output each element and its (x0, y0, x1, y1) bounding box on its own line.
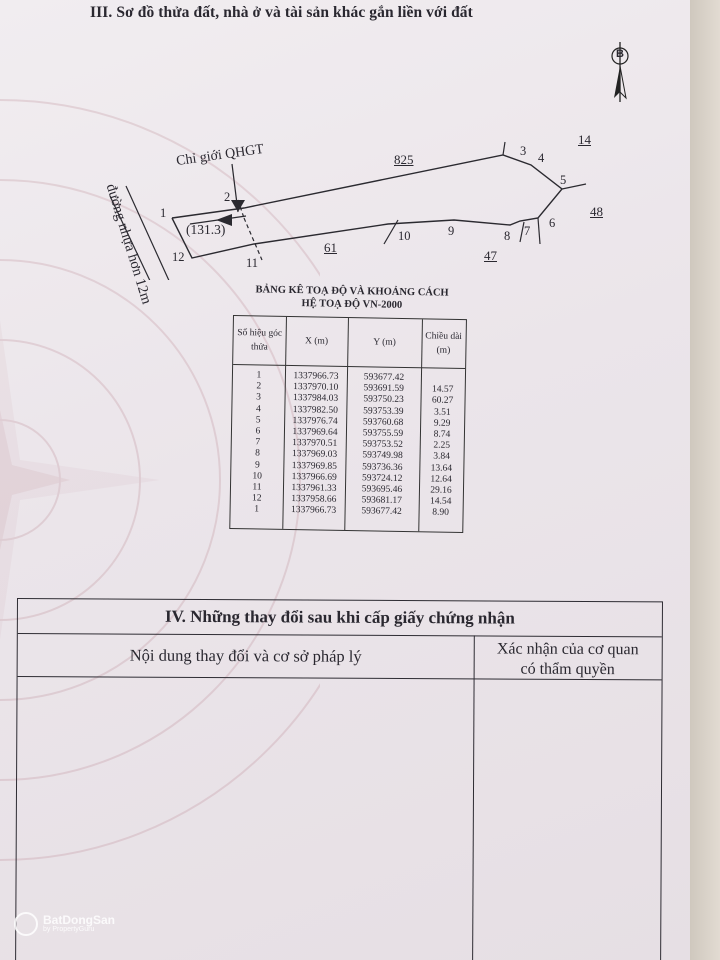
col-y (344, 372, 421, 519)
table-cell-length: 8.74 (433, 429, 451, 440)
confirmation-header-line2: có thẩm quyền (520, 660, 615, 679)
table-row-id: 4 (255, 403, 261, 415)
table-cell-y: 593681.17 (361, 495, 403, 507)
table-row-id: 12 (251, 493, 262, 504)
table-cell-length: 13.64 (430, 462, 453, 474)
table-cell-x: 1337966.69 (291, 471, 337, 483)
vertex-2: 2 (224, 190, 231, 204)
coord-table-title-line1: BẢNG KÊ TOẠ ĐỘ VÀ KHOẢNG CÁCH (255, 284, 449, 299)
vertex-4: 4 (538, 151, 545, 165)
table-cell-y: 593760.68 (362, 417, 404, 428)
table-cell-x: 1337982.50 (292, 404, 339, 416)
table-row-id: 9 (254, 459, 260, 470)
vertex-3: 3 (520, 144, 527, 158)
table-cell-x: 1337969.85 (291, 460, 338, 472)
section-4-title: IV. Những thay đổi sau khi cấp giấy chứng nhận (18, 599, 662, 637)
table-cell-length: 9.29 (433, 418, 451, 429)
table-surface-edge (690, 0, 720, 960)
table-cell-x: 1337970.51 (292, 438, 338, 449)
boundary-label: Chỉ giới QHGT (175, 141, 265, 170)
table-row-id: 3 (256, 392, 262, 403)
table-cell-length: 60.27 (431, 395, 454, 407)
table-cell-y: 593750.23 (363, 394, 404, 406)
neighbor-825: 825 (394, 152, 414, 167)
table-cell-length: 2.25 (433, 440, 451, 451)
neighbor-47: 47 (484, 248, 497, 263)
table-cell-y: 593749.98 (362, 450, 403, 462)
table-cell-x: 1337970.10 (293, 382, 339, 394)
road-label: đường nhựa hơn 12m (102, 182, 155, 307)
table-cell-length: 14.57 (431, 384, 454, 396)
confirmation-header-line1: Xác nhận của cơ quan (496, 640, 639, 659)
table-cell-length: 29.16 (430, 485, 452, 496)
header-x: X (m) (285, 317, 348, 367)
table-row-id: 5 (255, 415, 261, 426)
vertex-10: 10 (398, 229, 411, 243)
north-letter: B (616, 48, 624, 60)
coord-table-title-line2: HỆ TOẠ ĐỘ VN-2000 (301, 298, 403, 311)
table-cell-y: 593677.42 (361, 506, 402, 518)
table-cell-y: 593753.52 (362, 439, 404, 451)
table-cell-length: 3.84 (433, 451, 450, 463)
changes-column-header: Nội dung thay đổi và cơ sở pháp lý (129, 645, 362, 666)
table-cell-y: 593691.59 (363, 383, 405, 395)
vertex-12: 12 (172, 250, 185, 264)
table-row-id: 2 (256, 381, 262, 392)
table-row-id: 11 (252, 482, 262, 493)
vertex-5: 5 (560, 173, 567, 187)
watermark-logo (14, 912, 115, 936)
logo-name: BatDongSan (43, 913, 115, 927)
table-row-id: 8 (255, 448, 261, 459)
header-length: Chiều dài (m) (421, 319, 466, 369)
table-row-id: 10 (252, 471, 263, 482)
header-y: Y (m) (347, 318, 422, 368)
table-cell-x: 1337984.03 (292, 393, 339, 405)
neighbor-48: 48 (590, 204, 603, 219)
col-ids (231, 370, 286, 516)
table-cell-y: 593753.39 (363, 405, 404, 417)
section-4-box (15, 598, 663, 960)
logo-icon (14, 912, 38, 936)
confirmation-column-header (474, 639, 662, 680)
table-cell-length: 3.51 (433, 407, 451, 418)
neighbor-14: 14 (578, 132, 591, 147)
table-cell-y: 593736.36 (362, 461, 403, 473)
coordinate-table (229, 315, 467, 533)
table-cell-x: 1337966.73 (290, 505, 337, 517)
table-cell-x: 1337966.73 (293, 371, 339, 382)
table-cell-x: 1337961.33 (291, 482, 337, 494)
vertex-1: 1 (160, 206, 167, 220)
table-cell-y: 593695.46 (361, 484, 403, 495)
vertex-7: 7 (524, 224, 531, 238)
table-cell-y: 593755.59 (362, 428, 404, 439)
table-cell-length: 14.54 (429, 496, 452, 507)
table-row-id: 1 (254, 504, 260, 515)
column-divider (472, 635, 475, 960)
vertex-6: 6 (549, 216, 556, 230)
header-id: Số hiệu góc thửa (233, 316, 286, 366)
table-cell-x: 1337969.03 (291, 449, 338, 461)
table-cell-x: 1337976.74 (292, 415, 338, 427)
logo-sub: by PropertyGuru (43, 926, 95, 933)
vertex-9: 9 (448, 224, 455, 238)
table-cell-x: 1337958.66 (291, 494, 337, 505)
col-x (282, 371, 347, 517)
table-row-id: 6 (255, 426, 261, 437)
neighbor-61: 61 (324, 240, 337, 255)
coord-table-title (222, 283, 482, 314)
table-cell-y: 593677.42 (363, 372, 405, 383)
table-cell-x: 1337969.64 (292, 426, 338, 438)
table-cell-length: 8.90 (432, 507, 449, 519)
table-cell-length: 12.64 (430, 474, 452, 485)
col-length (418, 373, 465, 519)
table-row-id: 1 (256, 370, 262, 381)
table-cell-length (421, 373, 465, 385)
section-3-title: III. Sơ đồ thửa đất, nhà ở và tài sản khác gắn liền với đất (90, 4, 473, 21)
road-distance-label: (131.3) (186, 222, 226, 237)
table-row-id: 7 (255, 437, 261, 448)
vertex-11: 11 (246, 256, 259, 270)
table-cell-y: 593724.12 (361, 472, 403, 484)
vertex-8: 8 (504, 229, 511, 243)
